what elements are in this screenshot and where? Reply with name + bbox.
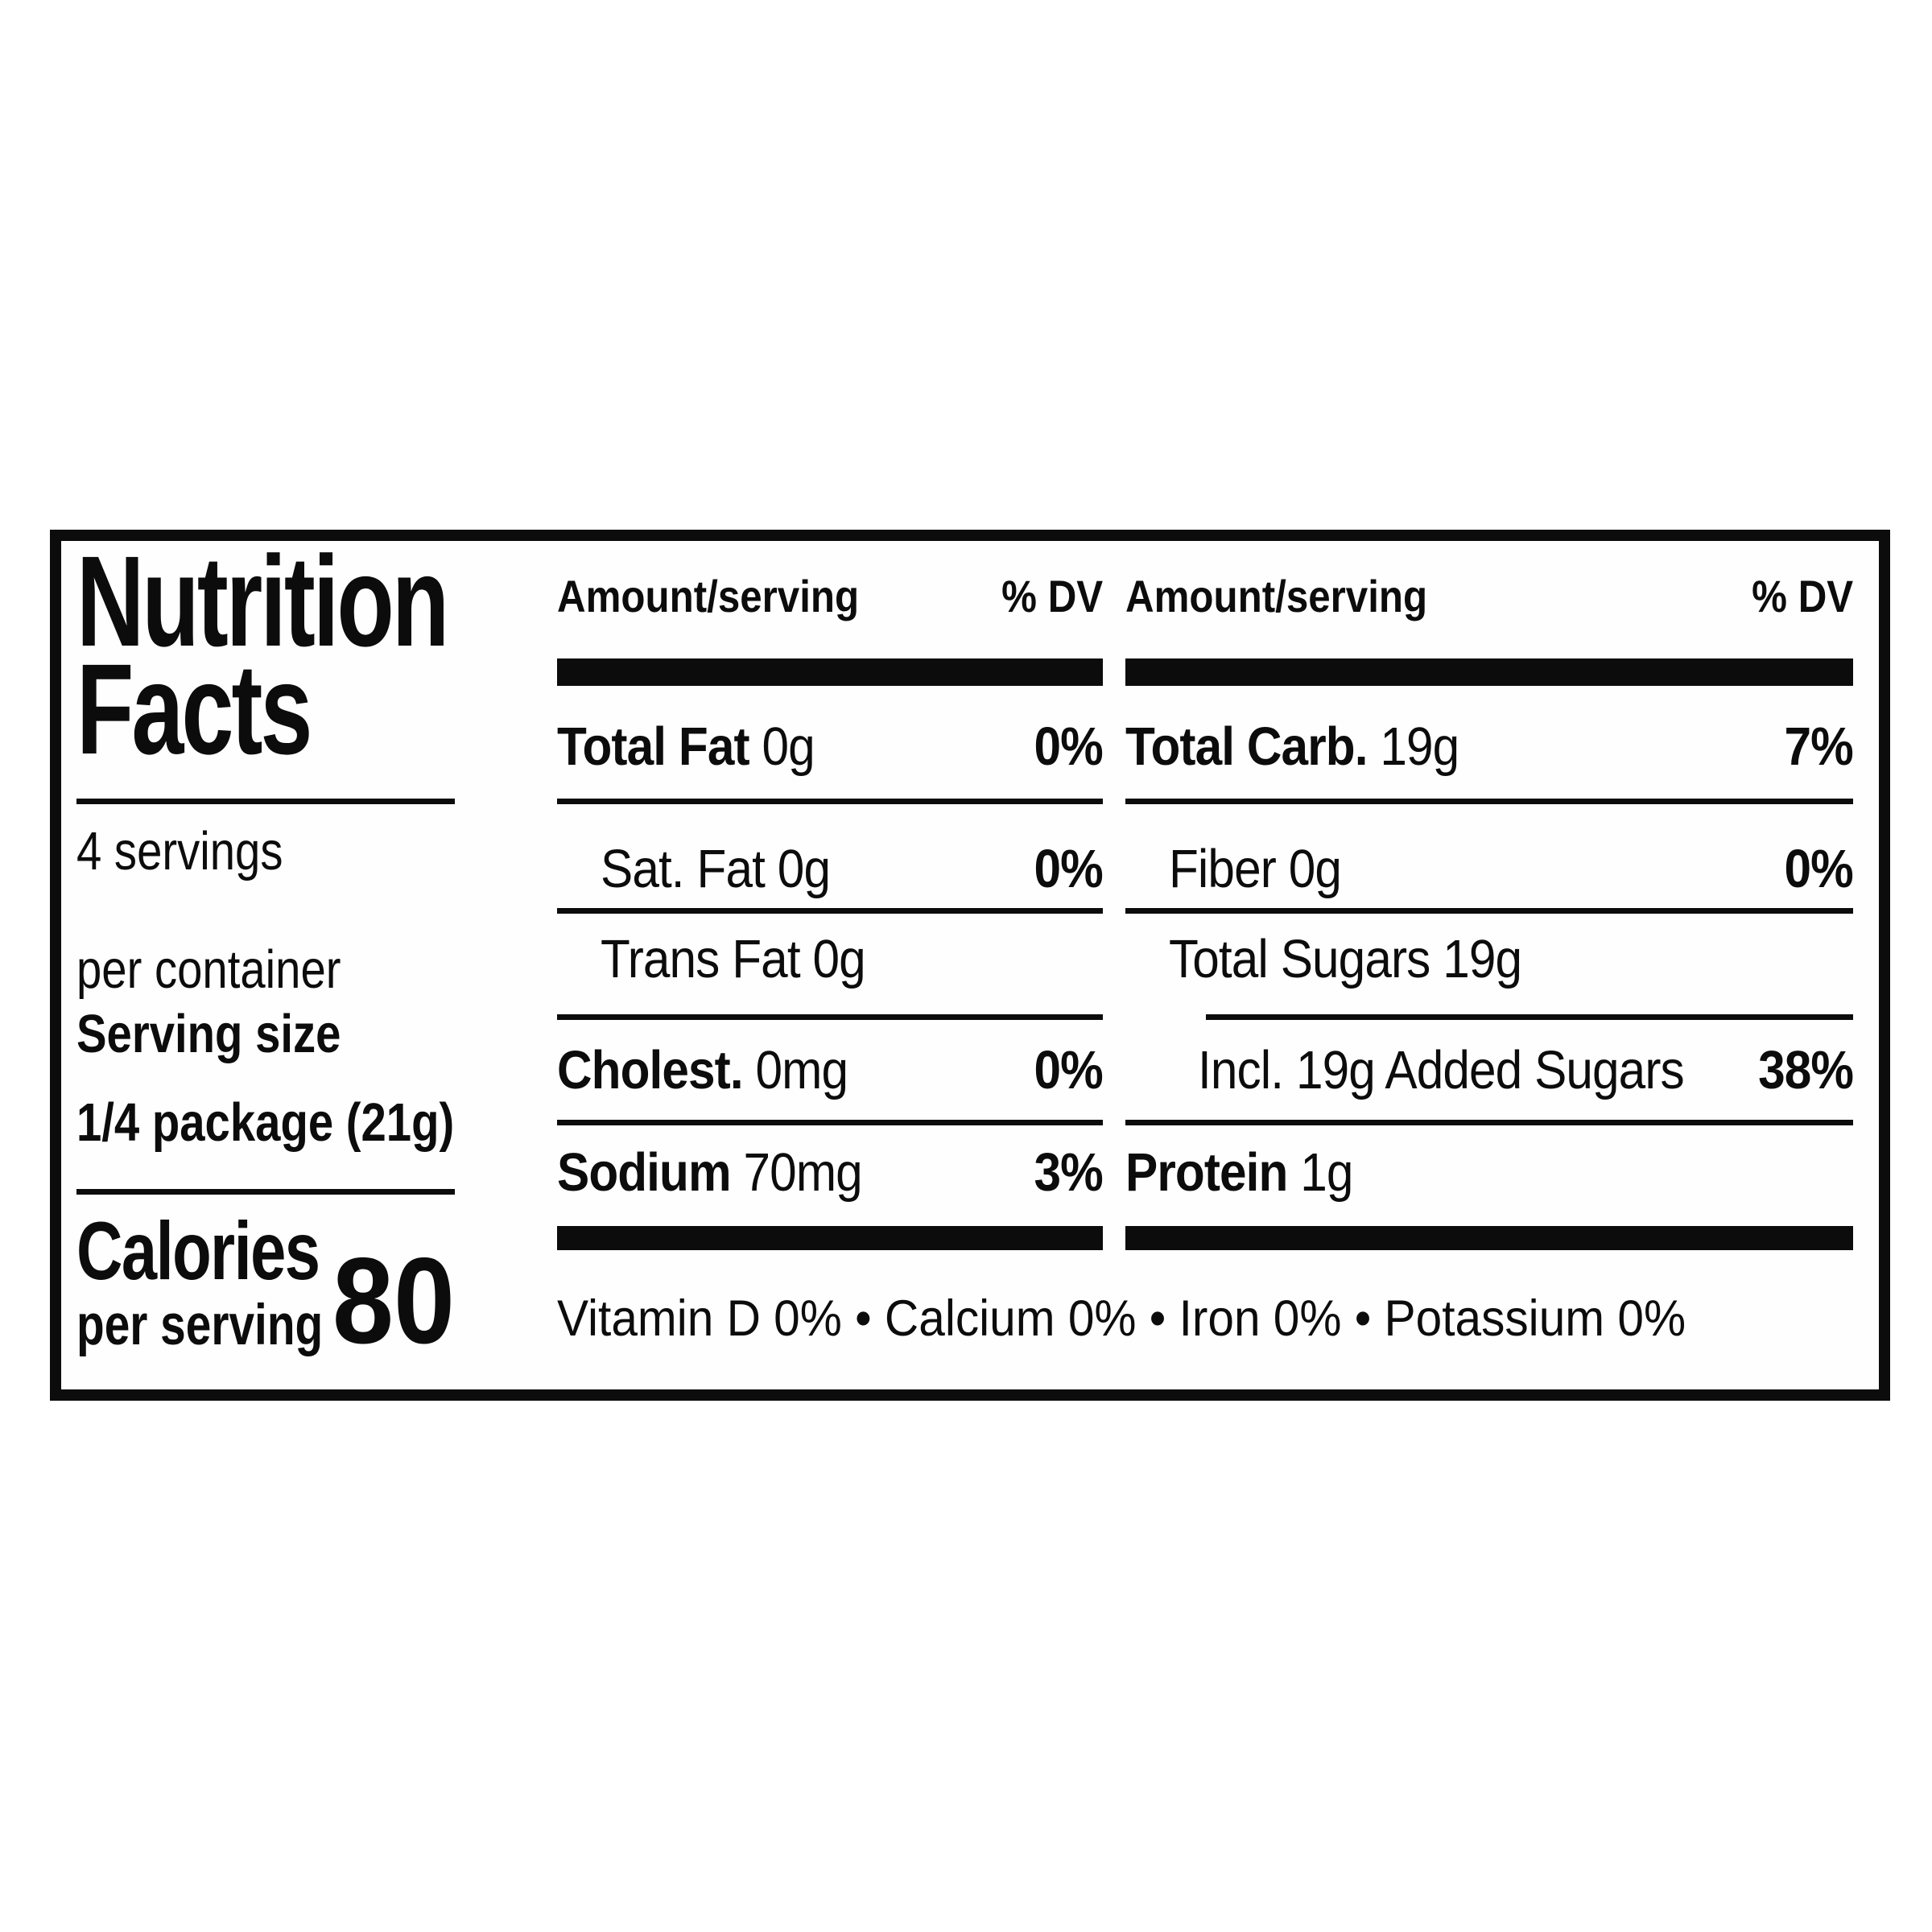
middle-column-header — [557, 572, 1103, 621]
nutrient-row — [1125, 1140, 1853, 1206]
middle-row-divider — [557, 1120, 1103, 1125]
amount-per-serving-header: Amount/serving — [1125, 571, 1428, 621]
title-line-1: Nutrition — [76, 529, 448, 673]
nutrient-amount: 0g — [749, 716, 815, 777]
nutrient-daily-value: 0% — [1034, 839, 1103, 899]
nutrient-amount: 19g — [1367, 716, 1459, 777]
nutrient-name: Fiber — [1169, 839, 1276, 899]
nutrient-amount: 0g — [1275, 839, 1342, 899]
nutrient-row — [557, 1038, 1103, 1104]
amount-per-serving-header: Amount/serving — [557, 571, 860, 621]
right-row-divider — [1125, 799, 1853, 804]
nutrient-amount: 1g — [1287, 1142, 1353, 1203]
middle-footer-bar — [557, 1226, 1103, 1250]
calories-sublabel: per serving — [76, 1294, 324, 1357]
nutrient-row — [1125, 1038, 1853, 1104]
right-row-divider-indented — [1206, 1014, 1853, 1020]
nutrient-name: Sodium — [557, 1142, 731, 1203]
nutrient-name: Incl. 19g Added Sugars — [1198, 1040, 1684, 1100]
right-row-divider — [1125, 908, 1853, 914]
nutrient-daily-value: 0% — [1034, 716, 1103, 777]
right-column-header — [1125, 572, 1853, 621]
micronutrients-line: Vitamin D 0% • Calcium 0% • Iron 0% • Potassium 0% — [557, 1290, 1686, 1347]
nutrient-daily-value: 38% — [1758, 1040, 1853, 1100]
nutrient-amount: 0mg — [742, 1040, 848, 1100]
percent-dv-header: % DV — [1752, 571, 1853, 621]
nutrient-amount: 19g — [1430, 929, 1522, 989]
calories-label: Calories — [76, 1205, 320, 1297]
nutrient-name: Total Fat — [557, 716, 749, 777]
nutrient-daily-value: 0% — [1034, 1040, 1103, 1100]
left-divider-top — [76, 799, 455, 804]
nutrient-amount: 70mg — [730, 1142, 862, 1203]
nutrient-amount: 0g — [799, 929, 865, 989]
title-line-2: Facts — [76, 637, 311, 781]
middle-row-divider — [557, 1014, 1103, 1020]
nutrient-name: Trans Fat — [601, 929, 800, 989]
middle-row-divider — [557, 799, 1103, 804]
nutrient-daily-value: 0% — [1784, 839, 1853, 899]
nutrient-row — [1125, 927, 1853, 993]
nutrition-facts-label — [50, 530, 1890, 1401]
servings-per-container: per container — [76, 939, 341, 1000]
nutrient-name: Protein — [1125, 1142, 1288, 1203]
label-title — [76, 529, 584, 781]
nutrient-daily-value: 3% — [1034, 1142, 1103, 1203]
nutrient-name: Total Sugars — [1169, 929, 1430, 989]
nutrient-row — [557, 927, 1103, 993]
nutrient-daily-value: 7% — [1784, 716, 1853, 777]
left-divider-bottom — [76, 1189, 455, 1195]
nutrient-row — [557, 1140, 1103, 1206]
calories-value: 80 — [332, 1232, 455, 1369]
middle-row-divider — [557, 908, 1103, 914]
right-header-bar — [1125, 658, 1853, 686]
right-footer-bar — [1125, 1226, 1853, 1250]
right-row-divider — [1125, 1120, 1853, 1125]
nutrient-row — [557, 836, 1103, 902]
serving-size-label: Serving size — [76, 1004, 341, 1064]
serving-size-value: 1/4 package (21g) — [76, 1092, 455, 1153]
nutrient-row — [557, 714, 1103, 780]
nutrient-row — [1125, 714, 1853, 780]
nutrient-name: Total Carb. — [1125, 716, 1368, 777]
nutrient-row — [1125, 836, 1853, 902]
middle-header-bar — [557, 658, 1103, 686]
servings-count: 4 servings — [76, 821, 283, 881]
nutrient-name: Sat. Fat — [601, 839, 765, 899]
nutrient-amount: 0g — [764, 839, 831, 899]
nutrient-name: Cholest. — [557, 1040, 743, 1100]
percent-dv-header: % DV — [1001, 571, 1103, 621]
